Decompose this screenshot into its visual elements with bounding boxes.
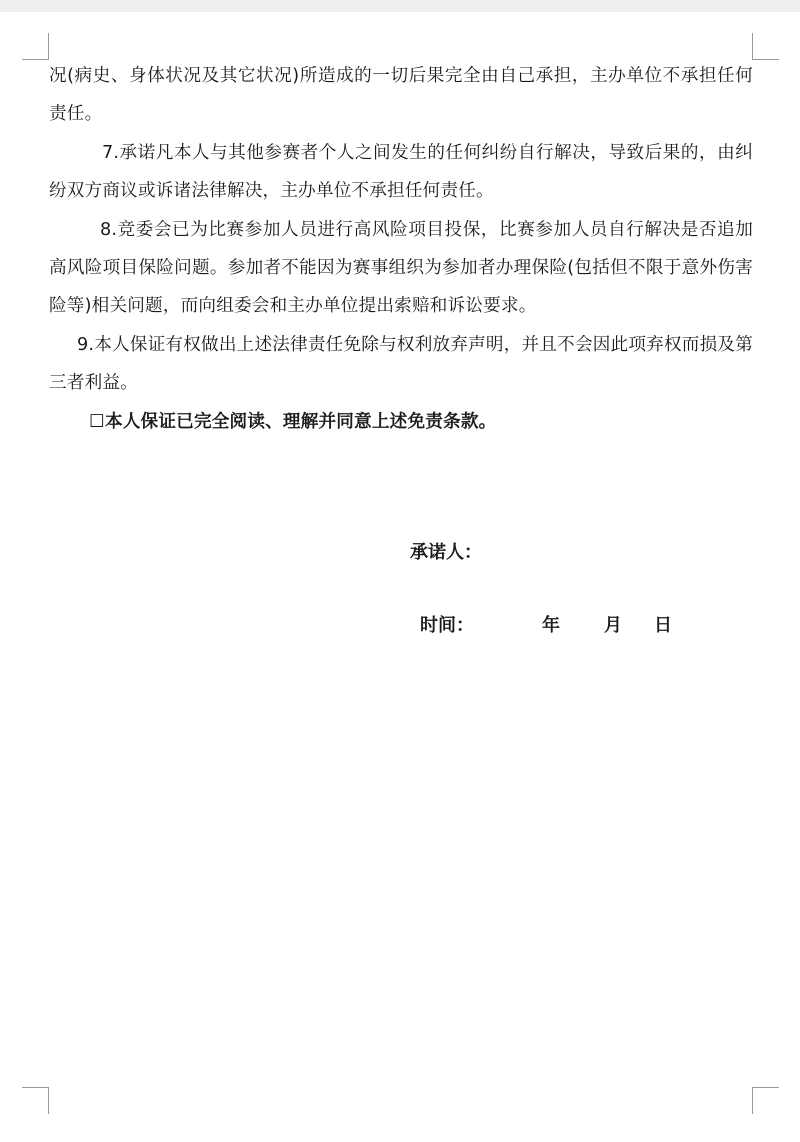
month-label: 月 [604, 615, 622, 636]
page-corner-mark-bottom-left [22, 1087, 49, 1114]
page-corner-mark-top-right [752, 33, 779, 60]
day-label: 日 [654, 615, 672, 636]
year-label: 年 [542, 615, 560, 636]
paragraph-continuation: 况(病史、身体状况及其它状况)所造成的一切后果完全由自己承担，主办单位不承担任何责任。 [49, 66, 753, 125]
paragraph-clause-7: 7.承诺凡本人与其他参赛者个人之间发生的任何纠纷自行解决，导致后果的，由纠纷双方商议或诉诸法律解决，主办单位不承担任何责任。 [49, 142, 753, 202]
viewer-top-strip [0, 0, 800, 12]
promiser-label: 承诺人： [410, 542, 482, 563]
paragraph-clause-8: 8.竞委会已为比赛参加人员进行高风险项目投保，比赛参加人员自行解决是否追加高风险项目保险问题。参加者不能因为赛事组织为参加者办理保险(包括但不限于意外伤害险等)相关问题，而向组委会和主办单位提出索赔和诉讼要求。 [49, 219, 753, 317]
time-label: 时间： [420, 615, 474, 636]
page-corner-mark-bottom-right [752, 1087, 779, 1114]
pledge-statement: ☐本人保证已完全阅读、理解并同意上述免责条款。 [89, 411, 497, 432]
paragraph-clause-9: 9.本人保证有权做出上述法律责任免除与权利放弃声明，并且不会因此项弃权而损及第三者利益。 [49, 334, 753, 394]
document-body [49, 57, 753, 441]
page-corner-mark-top-left [22, 33, 49, 60]
